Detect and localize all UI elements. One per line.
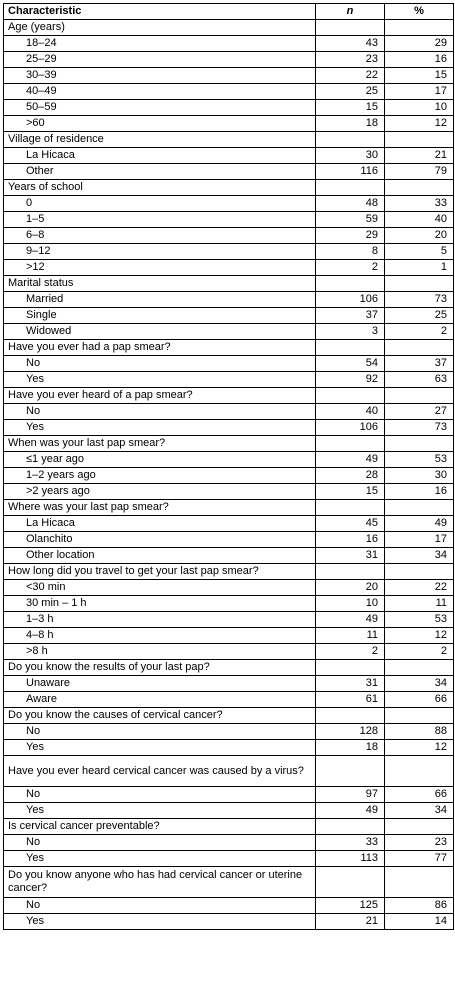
table-row (4, 452, 454, 468)
row-n (316, 132, 385, 148)
row-label: Single (4, 308, 316, 324)
row-n: 2 (316, 644, 385, 660)
row-percent (385, 867, 454, 898)
row-percent (385, 819, 454, 835)
row-label: Yes (4, 420, 316, 436)
row-label: Other location (4, 548, 316, 564)
row-label: 1–2 years ago (4, 468, 316, 484)
row-percent: 53 (385, 452, 454, 468)
row-n: 29 (316, 228, 385, 244)
row-percent: 37 (385, 356, 454, 372)
row-n: 45 (316, 516, 385, 532)
row-n: 106 (316, 292, 385, 308)
row-n: 11 (316, 628, 385, 644)
row-n (316, 756, 385, 787)
row-label: Marital status (4, 276, 316, 292)
row-n: 128 (316, 724, 385, 740)
row-label: No (4, 787, 316, 803)
table-row (4, 628, 454, 644)
row-percent: 17 (385, 84, 454, 100)
row-label: >60 (4, 116, 316, 132)
row-percent: 2 (385, 324, 454, 340)
row-n (316, 867, 385, 898)
row-label: ≤1 year ago (4, 452, 316, 468)
table-row (4, 324, 454, 340)
category-row (4, 340, 454, 356)
row-label: Unaware (4, 676, 316, 692)
row-n: 15 (316, 484, 385, 500)
category-row (4, 819, 454, 835)
row-n: 20 (316, 580, 385, 596)
row-n: 49 (316, 452, 385, 468)
row-percent: 33 (385, 196, 454, 212)
table-row (4, 740, 454, 756)
row-percent: 66 (385, 787, 454, 803)
row-percent: 79 (385, 164, 454, 180)
row-label: Do you know the results of your last pap? (4, 660, 316, 676)
row-n (316, 180, 385, 196)
row-percent: 22 (385, 580, 454, 596)
row-n: 30 (316, 148, 385, 164)
row-label: Yes (4, 914, 316, 930)
row-percent: 73 (385, 292, 454, 308)
table-row (4, 292, 454, 308)
table-row (4, 100, 454, 116)
row-n (316, 819, 385, 835)
row-n: 31 (316, 676, 385, 692)
table-row (4, 164, 454, 180)
row-label: No (4, 724, 316, 740)
row-label: Have you ever had a pap smear? (4, 340, 316, 356)
header-n: n (316, 4, 385, 20)
row-label: 4–8 h (4, 628, 316, 644)
row-label: Yes (4, 372, 316, 388)
row-label: Married (4, 292, 316, 308)
row-percent: 34 (385, 803, 454, 819)
row-label: >2 years ago (4, 484, 316, 500)
header-percent: % (385, 4, 454, 20)
row-percent: 12 (385, 116, 454, 132)
table-row (4, 420, 454, 436)
row-n (316, 500, 385, 516)
row-label: Years of school (4, 180, 316, 196)
table-row (4, 612, 454, 628)
table-row (4, 803, 454, 819)
row-n: 10 (316, 596, 385, 612)
row-n: 21 (316, 914, 385, 930)
row-label: Have you ever heard of a pap smear? (4, 388, 316, 404)
row-percent (385, 756, 454, 787)
table-body (4, 20, 454, 930)
table-row (4, 644, 454, 660)
row-percent: 10 (385, 100, 454, 116)
table-row (4, 724, 454, 740)
row-percent (385, 20, 454, 36)
row-label: Have you ever heard cervical cancer was caused by a virus? (4, 756, 316, 787)
row-label: 30 min – 1 h (4, 596, 316, 612)
table-row (4, 372, 454, 388)
table-row (4, 196, 454, 212)
row-label: 18–24 (4, 36, 316, 52)
category-row (4, 388, 454, 404)
row-label: <30 min (4, 580, 316, 596)
table-row (4, 898, 454, 914)
row-percent: 34 (385, 548, 454, 564)
row-percent: 14 (385, 914, 454, 930)
table-row (4, 308, 454, 324)
category-row (4, 708, 454, 724)
row-n (316, 436, 385, 452)
table-row (4, 228, 454, 244)
table-row (4, 580, 454, 596)
row-n: 113 (316, 851, 385, 867)
row-label: 0 (4, 196, 316, 212)
row-label: Do you know the causes of cervical cancer? (4, 708, 316, 724)
table-row (4, 212, 454, 228)
row-n: 106 (316, 420, 385, 436)
row-percent: 5 (385, 244, 454, 260)
row-n: 37 (316, 308, 385, 324)
row-percent: 2 (385, 644, 454, 660)
row-n: 2 (316, 260, 385, 276)
row-n: 43 (316, 36, 385, 52)
row-label: No (4, 404, 316, 420)
row-n: 61 (316, 692, 385, 708)
row-label: How long did you travel to get your last pap smear? (4, 564, 316, 580)
category-row (4, 660, 454, 676)
row-percent: 16 (385, 484, 454, 500)
row-label: 9–12 (4, 244, 316, 260)
row-percent: 88 (385, 724, 454, 740)
row-n: 40 (316, 404, 385, 420)
row-label: Is cervical cancer preventable? (4, 819, 316, 835)
row-percent: 25 (385, 308, 454, 324)
row-percent: 21 (385, 148, 454, 164)
row-n: 3 (316, 324, 385, 340)
table-row (4, 260, 454, 276)
row-label: Yes (4, 740, 316, 756)
row-n: 97 (316, 787, 385, 803)
row-percent: 53 (385, 612, 454, 628)
row-n (316, 20, 385, 36)
row-percent (385, 708, 454, 724)
row-n: 22 (316, 68, 385, 84)
category-row (4, 564, 454, 580)
row-n: 28 (316, 468, 385, 484)
row-n: 15 (316, 100, 385, 116)
category-row (4, 276, 454, 292)
row-percent: 17 (385, 532, 454, 548)
table-row (4, 36, 454, 52)
row-label: Where was your last pap smear? (4, 500, 316, 516)
row-label: Age (years) (4, 20, 316, 36)
category-row (4, 436, 454, 452)
row-label: 25–29 (4, 52, 316, 68)
table-row (4, 68, 454, 84)
row-label: Yes (4, 803, 316, 819)
row-label: Village of residence (4, 132, 316, 148)
row-percent: 16 (385, 52, 454, 68)
row-n: 31 (316, 548, 385, 564)
table-row (4, 356, 454, 372)
row-percent (385, 500, 454, 516)
row-n: 92 (316, 372, 385, 388)
table-row (4, 148, 454, 164)
row-label: When was your last pap smear? (4, 436, 316, 452)
category-row (4, 20, 454, 36)
row-label: Widowed (4, 324, 316, 340)
row-label: Yes (4, 851, 316, 867)
row-label: 1–5 (4, 212, 316, 228)
table-row (4, 596, 454, 612)
row-percent: 86 (385, 898, 454, 914)
row-n: 59 (316, 212, 385, 228)
row-n: 49 (316, 803, 385, 819)
row-percent (385, 436, 454, 452)
row-percent: 20 (385, 228, 454, 244)
row-label: 6–8 (4, 228, 316, 244)
row-n (316, 388, 385, 404)
row-percent: 77 (385, 851, 454, 867)
row-n: 25 (316, 84, 385, 100)
row-n (316, 276, 385, 292)
category-row (4, 756, 454, 787)
category-row (4, 500, 454, 516)
table-row (4, 244, 454, 260)
row-percent: 15 (385, 68, 454, 84)
characteristics-table (3, 3, 454, 930)
table-row (4, 516, 454, 532)
row-percent: 30 (385, 468, 454, 484)
header-row (4, 4, 454, 20)
row-label: La Hicaca (4, 148, 316, 164)
row-n (316, 660, 385, 676)
row-percent: 12 (385, 740, 454, 756)
row-n: 18 (316, 740, 385, 756)
row-n (316, 340, 385, 356)
row-n: 49 (316, 612, 385, 628)
table-row (4, 404, 454, 420)
category-row (4, 132, 454, 148)
category-row (4, 180, 454, 196)
row-label: Do you know anyone who has had cervical cancer or uterine cancer? (4, 867, 316, 898)
table-row (4, 84, 454, 100)
row-percent: 34 (385, 676, 454, 692)
row-label: >8 h (4, 644, 316, 660)
row-percent: 40 (385, 212, 454, 228)
table-row (4, 914, 454, 930)
row-label: No (4, 835, 316, 851)
row-label: La Hicaca (4, 516, 316, 532)
header-characteristic: Characteristic (4, 4, 316, 20)
row-label: Other (4, 164, 316, 180)
table-row (4, 692, 454, 708)
table-row (4, 52, 454, 68)
row-label: No (4, 356, 316, 372)
row-percent: 1 (385, 260, 454, 276)
row-percent (385, 276, 454, 292)
row-n: 23 (316, 52, 385, 68)
table-row (4, 548, 454, 564)
row-n: 54 (316, 356, 385, 372)
table-row (4, 676, 454, 692)
table-row (4, 835, 454, 851)
row-n: 16 (316, 532, 385, 548)
table-row (4, 116, 454, 132)
row-n: 48 (316, 196, 385, 212)
row-label: Aware (4, 692, 316, 708)
row-percent: 73 (385, 420, 454, 436)
row-n (316, 564, 385, 580)
row-percent (385, 180, 454, 196)
row-percent: 23 (385, 835, 454, 851)
row-label: 1–3 h (4, 612, 316, 628)
row-percent: 11 (385, 596, 454, 612)
row-percent: 27 (385, 404, 454, 420)
row-label: 30–39 (4, 68, 316, 84)
table-row (4, 484, 454, 500)
row-n: 116 (316, 164, 385, 180)
table-row (4, 532, 454, 548)
row-n (316, 708, 385, 724)
row-percent (385, 564, 454, 580)
row-n: 8 (316, 244, 385, 260)
row-n: 33 (316, 835, 385, 851)
table-row (4, 851, 454, 867)
row-label: 50–59 (4, 100, 316, 116)
row-percent (385, 388, 454, 404)
row-percent: 29 (385, 36, 454, 52)
row-label: >12 (4, 260, 316, 276)
row-percent (385, 660, 454, 676)
category-row (4, 867, 454, 898)
row-percent (385, 340, 454, 356)
row-percent: 66 (385, 692, 454, 708)
row-n: 18 (316, 116, 385, 132)
row-percent: 63 (385, 372, 454, 388)
table-row (4, 468, 454, 484)
table-row (4, 787, 454, 803)
row-label: Olanchito (4, 532, 316, 548)
row-percent: 12 (385, 628, 454, 644)
row-label: No (4, 898, 316, 914)
row-label: 40–49 (4, 84, 316, 100)
row-percent (385, 132, 454, 148)
row-percent: 49 (385, 516, 454, 532)
row-n: 125 (316, 898, 385, 914)
